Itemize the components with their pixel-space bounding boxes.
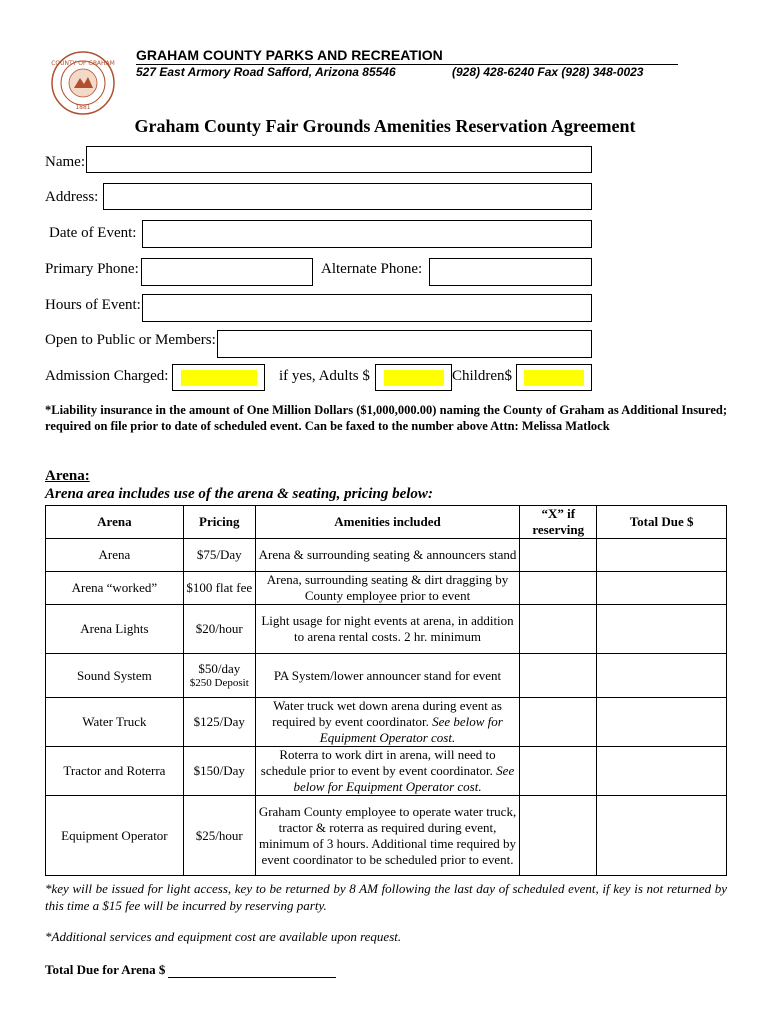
primary-phone-label: Primary Phone: (45, 261, 139, 277)
address-label: Address: (45, 189, 99, 205)
reserve-cell[interactable] (520, 605, 597, 654)
total-due-blank[interactable] (168, 964, 336, 978)
item-price: $50/day (198, 661, 241, 676)
adults-highlight (384, 370, 444, 386)
item-price: $75/Day (183, 539, 255, 572)
item-name: Equipment Operator (46, 796, 184, 876)
arena-subheading: Arena area includes use of the arena & seating, pricing below: (45, 486, 433, 502)
organization-phone-fax: (928) 428-6240 Fax (928) 348-0023 (452, 65, 644, 79)
county-seal-logo (50, 50, 116, 116)
children-highlight (524, 370, 584, 386)
header-pricing: Pricing (183, 506, 255, 539)
item-price: $150/Day (183, 747, 255, 796)
reserve-cell[interactable] (520, 572, 597, 605)
total-due-cell[interactable] (597, 796, 727, 876)
item-name: Arena “worked” (46, 572, 184, 605)
organization-name: GRAHAM COUNTY PARKS AND RECREATION (136, 47, 678, 65)
services-footnote: *Additional services and equipment cost are available upon request. (45, 929, 402, 944)
primary-phone-field[interactable] (141, 258, 313, 286)
alternate-phone-label: Alternate Phone: (321, 261, 423, 277)
item-price: $25/hour (183, 796, 255, 876)
adults-price-field[interactable] (375, 364, 452, 391)
table-row (46, 796, 727, 876)
item-amenities-cell (255, 747, 520, 796)
total-due-cell[interactable] (597, 654, 727, 698)
item-amenities: Roterra to work dirt in arena, will need to schedule prior to event by event coordinator. (260, 747, 496, 778)
reserve-cell[interactable] (520, 796, 597, 876)
document-title: Graham County Fair Grounds Amenities Reservation Agreement (134, 116, 636, 136)
name-field[interactable] (86, 146, 592, 173)
children-price-field[interactable] (516, 364, 592, 391)
children-label: Children$ (452, 368, 512, 384)
address-field[interactable] (103, 183, 592, 210)
name-label: Name: (45, 154, 85, 170)
total-due-cell[interactable] (597, 539, 727, 572)
item-price: $100 flat fee (183, 572, 255, 605)
open-to-public-field[interactable] (217, 330, 592, 358)
date-of-event-label: Date of Event: (49, 225, 137, 241)
header-amenities: Amenities included (255, 506, 520, 539)
total-due-cell[interactable] (597, 572, 727, 605)
admission-charged-label: Admission Charged: (45, 368, 169, 384)
total-due-cell[interactable] (597, 747, 727, 796)
item-price-note: $250 Deposit (189, 677, 249, 689)
table-header-row (46, 506, 727, 539)
total-due-cell[interactable] (597, 698, 727, 747)
total-due-cell[interactable] (597, 605, 727, 654)
admission-highlight (181, 370, 257, 386)
table-row (46, 698, 727, 747)
item-price: $20/hour (183, 605, 255, 654)
insurance-notice: *Liability insurance in the amount of One Million Dollars ($1,000,000.00) naming the County of Graham as Additional Insured; required on file prior to date of scheduled event. Can be faxed to the number above Attn: Melissa Matlock (45, 403, 727, 433)
total-due-label: Total Due for Arena $ (45, 962, 166, 977)
date-of-event-field[interactable] (142, 220, 592, 248)
item-name: Arena (46, 539, 184, 572)
admission-charged-field[interactable] (172, 364, 265, 391)
hours-of-event-label: Hours of Event: (45, 297, 141, 313)
item-name: Tractor and Roterra (46, 747, 184, 796)
reserve-cell[interactable] (520, 539, 597, 572)
item-name: Sound System (46, 654, 184, 698)
reserve-cell[interactable] (520, 747, 597, 796)
item-name: Arena Lights (46, 605, 184, 654)
item-price-cell (183, 654, 255, 698)
key-footnote: *key will be issued for light access, key to be returned by 8 AM following the last day of scheduled event, if key is not returned by this time a $15 fee will be incurred by reserving party. (45, 881, 727, 913)
item-amenities: Light usage for night events at arena, in addition to arena rental costs. 2 hr. minimum (255, 605, 520, 654)
item-amenities-note: See below for Equipment Operator cost. (293, 763, 515, 794)
arena-pricing-table (45, 505, 727, 876)
header-arena: Arena (46, 506, 184, 539)
reserve-cell[interactable] (520, 654, 597, 698)
item-amenities: Arena & surrounding seating & announcers stand (255, 539, 520, 572)
header-total-due: Total Due $ (597, 506, 727, 539)
item-price: $125/Day (183, 698, 255, 747)
table-row (46, 747, 727, 796)
table-row (46, 654, 727, 698)
hours-of-event-field[interactable] (142, 294, 592, 322)
arena-heading: Arena: (45, 468, 90, 484)
item-amenities-note: See below for Equipment Operator cost. (319, 714, 503, 745)
svg-text:COUNTY OF GRAHAM: COUNTY OF GRAHAM (51, 60, 115, 67)
header-reserve: “X” if reserving (520, 506, 597, 539)
adults-label: if yes, Adults $ (279, 368, 370, 384)
table-row (46, 539, 727, 572)
item-amenities: Water truck wet down arena during event as required by event coordinator. (272, 698, 502, 729)
reserve-cell[interactable] (520, 698, 597, 747)
table-row (46, 572, 727, 605)
item-amenities: PA System/lower announcer stand for event (255, 654, 520, 698)
open-to-public-label: Open to Public or Members: (45, 332, 216, 348)
svg-text:1881: 1881 (75, 104, 91, 111)
item-amenities: Arena, surrounding seating & dirt dragging by County employee prior to event (255, 572, 520, 605)
table-row (46, 605, 727, 654)
item-amenities: Graham County employee to operate water truck, tractor & roterra as required during event, minimum of 3 hours. Additional time required by event coordinator to be scheduled prior to event. (255, 796, 520, 876)
total-due-line (45, 962, 336, 978)
alternate-phone-field[interactable] (429, 258, 592, 286)
item-name: Water Truck (46, 698, 184, 747)
organization-address: 527 East Armory Road Safford, Arizona 85546 (136, 65, 396, 79)
item-amenities-cell (255, 698, 520, 747)
